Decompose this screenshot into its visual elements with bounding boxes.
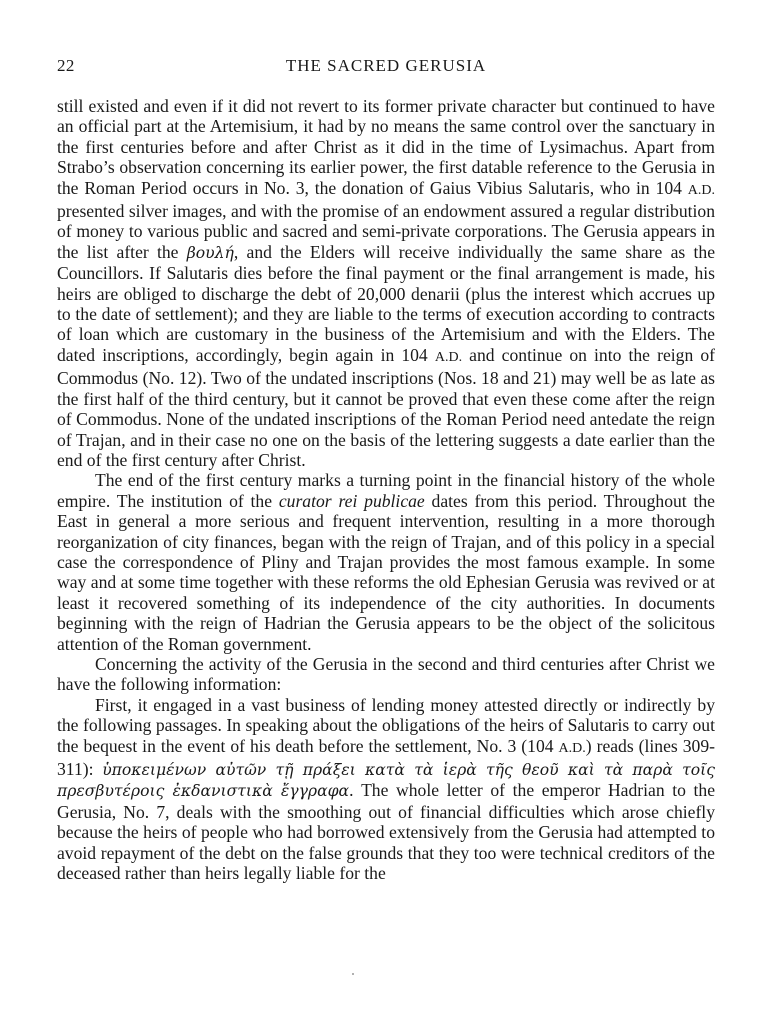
era-abbreviation: A.D. [558,740,586,756]
paragraph-2-text-a: The end of the first century marks a turning point in the financial history of the whole empire. The institution of the [57,470,715,511]
paragraph-3 [57,654,715,695]
paragraph-2-text-b: dates from this period. Throughout the East in general a more serious and frequent intervention, resulting in a more thorough reorganization of city finances, began with the reign of Trajan, and of this policy in a special case the correspondence of Pliny and Trajan provides the most famous example. In some way and at some time together with these reforms the old Ephesian Gerusia was revived or at least it recovered something of its independence of the city authorities. In documents beginning with the reign of Hadrian the Gerusia appears to be the object of the solicitous attention of the Roman government. [57,490,715,654]
paragraph-4-text-b: ) reads (lines 309-311): [57,735,715,779]
paragraph-2 [57,470,715,654]
paragraph-1-text-b: presented silver images, and with the promise of an endowment assured a regular distribution of money to various public and sacred and semi-private corporations. The Gerusia appears in the list after the [57,201,715,262]
greek-term-boule: βουλή [186,243,234,262]
body-text [57,96,715,883]
paragraph-1-text-d: and continue on into the reign of Commodus (No. 12). Two of the undated inscriptions (Nos. 18 and 21) may well be as late as the first half of the third century, but it cannot be proved that even these come after the reign of Commodus. None of the undated inscriptions of the Roman Period need antedate the reign of Trajan, and in their case no one on the basis of the lettering suggests a date earlier than the end of the first century after Christ. [57,344,715,470]
paragraph-4-text-c: . The whole letter of the emperor Hadrian to the Gerusia, No. 7, deals with the smoothing out of financial difficulties which arose chiefly because the heirs of people who had borrowed extensively from the Gerusia had attempted to avoid repayment of the debt on the false grounds that they too were technical creditors of the deceased rather than heirs legally liable for the [57,780,715,884]
paragraph-4 [57,695,715,884]
paragraph-1 [57,96,715,470]
running-title: THE SACRED GERUSIA [285,56,487,75]
paragraph-4-text-a: First, it engaged in a vast business of lending money attested directly or indirectly by the following passages. In speaking about the obligations of the heirs of Salutaris to carry out the bequest in the event of his death before the settlement, No. 3 (104 [57,694,715,756]
era-abbreviation: A.D. [687,182,715,198]
paragraph-3-text: Concerning the activity of the Gerusia in the second and third centuries after Christ we have the following information: [57,653,715,695]
era-abbreviation: A.D. [434,349,463,365]
paragraph-1-text-a: still existed and even if it did not revert to its former private character but continued to have an official part at the Artemisium, it had by no means the same control over the sanctuary in the first centuries before and after Christ as it did in the time of Lysimachus. Apart from Strabo’s observation concerning its earlier power, the first datable reference to the Gerusia in the Roman Period occurs in No. 3, the donation of Gaius Vibius Salutaris, who in 104 [57,96,715,198]
print-speck [352,973,354,975]
page-number: 22 [57,56,75,75]
greek-quotation: ὑποκειμένων αὐτῶν τῇ πράξει κατὰ τὰ ἱερὰ τῆς θεοῦ καὶ τὰ παρὰ τοῖς πρεσβυτέροις ἐκδανιστικὰ ἔγγραφα [57,761,715,801]
paragraph-1-text-c: , and the Elders will receive individually the same share as the Councillors. If Salutaris dies before the final payment or the final arrangement is made, his heirs are obliged to discharge the debt of 20,000 denarii (plus the interest which accrues up to the date of settlement); and they are liable to the terms of execution according to contracts of loan which are customary in the business of the Artemisium and with the Elders. The dated inscriptions, accordingly, begin again in 104 [57,241,715,365]
italic-term-curator: curator rei publicae [278,490,425,511]
book-page [57,56,715,883]
page-header [57,56,715,84]
